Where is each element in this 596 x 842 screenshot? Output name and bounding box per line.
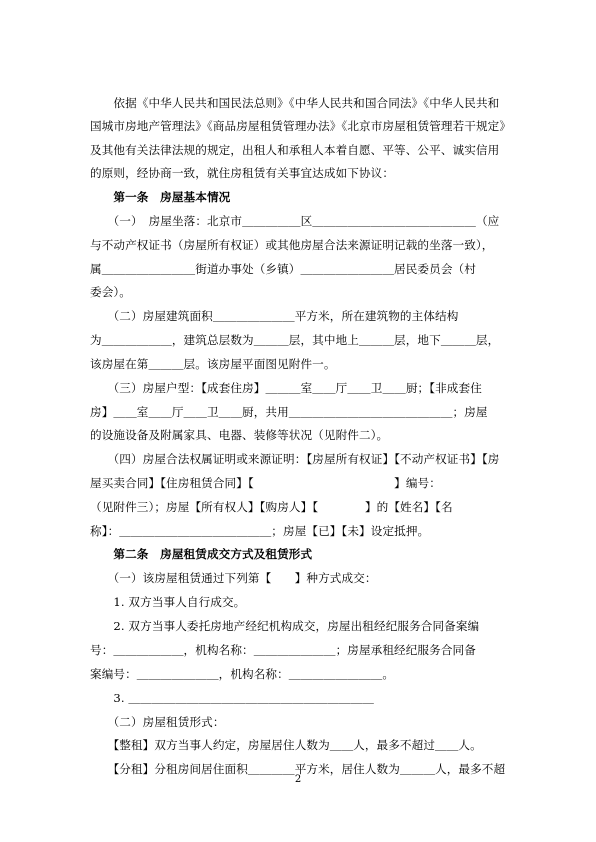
text-line: 【分租】分租房间居住面积＿＿＿＿平方米，居住人数为＿＿＿人，最多不超 xyxy=(90,762,506,776)
text-line: 的设施设备及附属家具、电器、装修等状况（见附件二）。 xyxy=(90,428,389,442)
text-line: （一） 房屋坐落：北京市＿＿＿＿＿区＿＿＿＿＿＿＿＿＿＿＿＿＿＿（应 xyxy=(90,214,500,228)
text-line: 的原则，经协商一致，就住房租赁有关事宜达成如下协议： xyxy=(90,166,395,180)
text-line: 2. 双方当事人委托房地产经纪机构成交，房屋出租经纪服务合同备案编 xyxy=(90,619,480,633)
text-line: 案编号：＿＿＿＿＿＿＿，机构名称：＿＿＿＿＿＿＿＿。 xyxy=(90,667,395,681)
text-line: 委会）。 xyxy=(90,285,131,299)
text-line: 房】＿＿室＿＿厅＿＿卫＿＿厨，共用＿＿＿＿＿＿＿＿＿＿＿＿＿＿；房屋 xyxy=(90,405,488,419)
text-line: 该房屋在第＿＿＿层。该房屋平面图见附件一。 xyxy=(90,357,336,371)
text-line: 为＿＿＿＿＿＿，建筑总层数为＿＿＿层，其中地上＿＿＿层，地下＿＿＿层， xyxy=(90,333,500,347)
text-line: 屋买卖合同】【住房租赁合同】【 】编号： xyxy=(90,476,459,490)
text-line: （一）该房屋租赁通过下列第【 】种方式成交： xyxy=(90,571,377,585)
text-line: 与不动产权证书（房屋所有权证）或其他房屋合法来源证明记载的坐落一致）， xyxy=(90,238,494,252)
text-line: 3. ＿＿＿＿＿＿＿＿＿＿＿＿＿＿＿＿＿＿＿＿＿ xyxy=(90,691,375,705)
section-heading: 第二条 房屋租赁成交方式及租赁形式 xyxy=(90,547,313,561)
text-line: （四）房屋合法权属证明或来源证明：【房屋所有权证】【不动产权证书】【房 xyxy=(90,452,500,466)
text-line: 属＿＿＿＿＿＿＿＿街道办事处（乡镇）＿＿＿＿＿＿＿＿居民委员会（村 xyxy=(90,262,476,276)
text-line: （二）房屋租赁形式： xyxy=(90,715,225,729)
text-line: （见附件三）；房屋【所有权人】【购房人】【 】的【姓名】【名 xyxy=(90,500,453,514)
text-line: 1. 双方当事人自行成交。 xyxy=(90,595,246,609)
text-line: 【整租】双方当事人约定，房屋居住人数为＿＿人，最多不超过＿＿人。 xyxy=(90,738,482,752)
section-heading: 第一条 房屋基本情况 xyxy=(90,190,231,204)
text-line: 及其他有关法律法规的规定，出租人和承租人本着自愿、平等、公平、诚实信用 xyxy=(90,143,500,157)
text-line: （三）房屋户型：【成套住房】＿＿＿室＿＿厅＿＿卫＿＿厨；【非成套住 xyxy=(90,381,482,395)
page-number: 2 xyxy=(294,774,302,785)
text-line: 号：＿＿＿＿＿＿，机构名称：＿＿＿＿＿＿＿；房屋承租经纪服务合同备 xyxy=(90,643,476,657)
text-line: 国城市房地产管理法》《商品房屋租赁管理办法》《北京市房屋租赁管理若干规定》 xyxy=(90,119,512,133)
text-line: 称】：＿＿＿＿＿＿＿＿＿＿＿＿＿；房屋【已】【未】设定抵押。 xyxy=(90,524,430,538)
text-line: （二）房屋建筑面积＿＿＿＿＿＿＿平方米，所在建筑物的主体结构 xyxy=(90,309,459,323)
text-line: 依据《中华人民共和国民法总则》《中华人民共和国合同法》《中华人民共和 xyxy=(90,96,500,110)
